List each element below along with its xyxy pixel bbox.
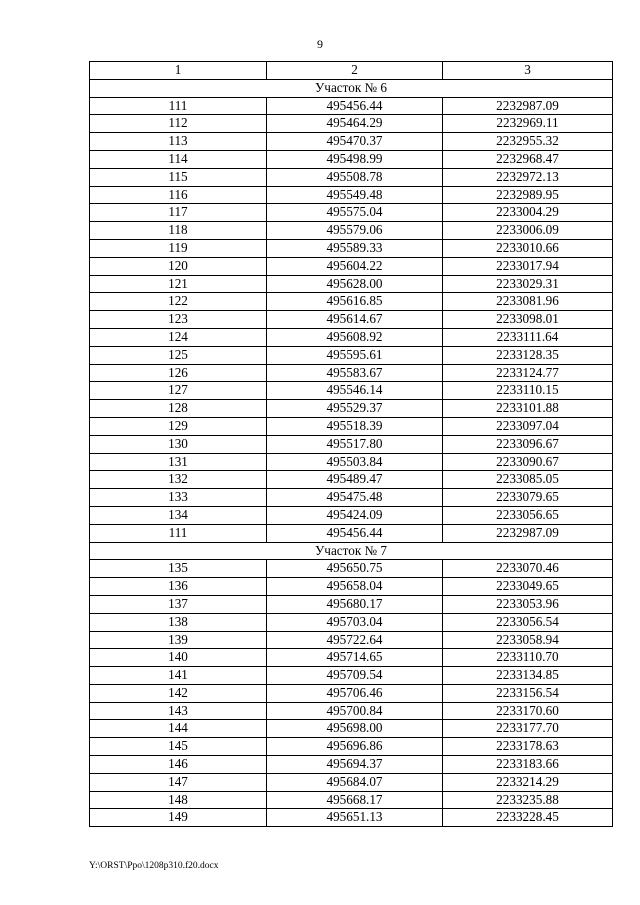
x-coordinate-cell: 495703.04 [267, 613, 443, 631]
y-coordinate-cell: 2232987.09 [443, 97, 613, 115]
x-coordinate-cell: 495549.48 [267, 186, 443, 204]
y-coordinate-cell: 2233110.70 [443, 649, 613, 667]
x-coordinate-cell: 495650.75 [267, 560, 443, 578]
y-coordinate-cell: 2233228.45 [443, 809, 613, 827]
point-number-cell: 118 [90, 222, 267, 240]
x-coordinate-cell: 495714.65 [267, 649, 443, 667]
table-row [90, 328, 613, 346]
x-coordinate-cell: 495517.80 [267, 435, 443, 453]
x-coordinate-cell: 495628.00 [267, 275, 443, 293]
table-row [90, 791, 613, 809]
y-coordinate-cell: 2232968.47 [443, 150, 613, 168]
x-coordinate-cell: 495616.85 [267, 293, 443, 311]
point-number-cell: 116 [90, 186, 267, 204]
point-number-cell: 127 [90, 382, 267, 400]
y-coordinate-cell: 2233085.05 [443, 471, 613, 489]
table-row [90, 809, 613, 827]
point-number-cell: 115 [90, 168, 267, 186]
x-coordinate-cell: 495658.04 [267, 578, 443, 596]
y-coordinate-cell: 2233070.46 [443, 560, 613, 578]
y-coordinate-cell: 2233081.96 [443, 293, 613, 311]
table-row [90, 150, 613, 168]
point-number-cell: 124 [90, 328, 267, 346]
x-coordinate-cell: 495700.84 [267, 702, 443, 720]
coordinates-table [89, 61, 613, 827]
x-coordinate-cell: 495668.17 [267, 791, 443, 809]
point-number-cell: 146 [90, 756, 267, 774]
table-row [90, 133, 613, 151]
x-coordinate-cell: 495464.29 [267, 115, 443, 133]
point-number-cell: 123 [90, 311, 267, 329]
table-row [90, 239, 613, 257]
y-coordinate-cell: 2233214.29 [443, 773, 613, 791]
point-number-cell: 147 [90, 773, 267, 791]
y-coordinate-cell: 2233004.29 [443, 204, 613, 222]
table-row [90, 115, 613, 133]
point-number-cell: 135 [90, 560, 267, 578]
x-coordinate-cell: 495694.37 [267, 756, 443, 774]
point-number-cell: 119 [90, 239, 267, 257]
table-row [90, 489, 613, 507]
table-row [90, 631, 613, 649]
point-number-cell: 144 [90, 720, 267, 738]
y-coordinate-cell: 2233110.15 [443, 382, 613, 400]
table-row [90, 346, 613, 364]
y-coordinate-cell: 2233079.65 [443, 489, 613, 507]
table-row [90, 293, 613, 311]
y-coordinate-cell: 2233053.96 [443, 595, 613, 613]
y-coordinate-cell: 2233056.54 [443, 613, 613, 631]
y-coordinate-cell: 2233006.09 [443, 222, 613, 240]
table-row [90, 506, 613, 524]
point-number-cell: 122 [90, 293, 267, 311]
y-coordinate-cell: 2233156.54 [443, 684, 613, 702]
table-row [90, 471, 613, 489]
table-row [90, 720, 613, 738]
point-number-cell: 141 [90, 667, 267, 685]
table-row [90, 364, 613, 382]
x-coordinate-cell: 495589.33 [267, 239, 443, 257]
x-coordinate-cell: 495706.46 [267, 684, 443, 702]
point-number-cell: 121 [90, 275, 267, 293]
x-coordinate-cell: 495614.67 [267, 311, 443, 329]
column-header: 2 [267, 62, 443, 80]
point-number-cell: 143 [90, 702, 267, 720]
table-row [90, 435, 613, 453]
point-number-cell: 140 [90, 649, 267, 667]
point-number-cell: 139 [90, 631, 267, 649]
point-number-cell: 145 [90, 738, 267, 756]
y-coordinate-cell: 2232989.95 [443, 186, 613, 204]
x-coordinate-cell: 495684.07 [267, 773, 443, 791]
table-row [90, 257, 613, 275]
y-coordinate-cell: 2233177.70 [443, 720, 613, 738]
y-coordinate-cell: 2233029.31 [443, 275, 613, 293]
y-coordinate-cell: 2233235.88 [443, 791, 613, 809]
x-coordinate-cell: 495579.06 [267, 222, 443, 240]
y-coordinate-cell: 2233178.63 [443, 738, 613, 756]
table-row [90, 649, 613, 667]
y-coordinate-cell: 2233183.66 [443, 756, 613, 774]
y-coordinate-cell: 2233096.67 [443, 435, 613, 453]
x-coordinate-cell: 495698.00 [267, 720, 443, 738]
point-number-cell: 125 [90, 346, 267, 364]
y-coordinate-cell: 2233097.04 [443, 417, 613, 435]
x-coordinate-cell: 495424.09 [267, 506, 443, 524]
column-header: 3 [443, 62, 613, 80]
x-coordinate-cell: 495722.64 [267, 631, 443, 649]
section-title-row [90, 542, 613, 560]
point-number-cell: 117 [90, 204, 267, 222]
section-title: Участок № 6 [90, 79, 613, 97]
y-coordinate-cell: 2233056.65 [443, 506, 613, 524]
table-row [90, 186, 613, 204]
x-coordinate-cell: 495456.44 [267, 524, 443, 542]
x-coordinate-cell: 495680.17 [267, 595, 443, 613]
table-row [90, 275, 613, 293]
x-coordinate-cell: 495456.44 [267, 97, 443, 115]
point-number-cell: 129 [90, 417, 267, 435]
point-number-cell: 126 [90, 364, 267, 382]
table-row [90, 595, 613, 613]
table-row [90, 773, 613, 791]
table-row [90, 453, 613, 471]
x-coordinate-cell: 495575.04 [267, 204, 443, 222]
y-coordinate-cell: 2232972.13 [443, 168, 613, 186]
point-number-cell: 136 [90, 578, 267, 596]
x-coordinate-cell: 495651.13 [267, 809, 443, 827]
point-number-cell: 149 [90, 809, 267, 827]
table-row [90, 578, 613, 596]
table-row [90, 204, 613, 222]
y-coordinate-cell: 2233134.85 [443, 667, 613, 685]
y-coordinate-cell: 2233111.64 [443, 328, 613, 346]
y-coordinate-cell: 2233017.94 [443, 257, 613, 275]
point-number-cell: 138 [90, 613, 267, 631]
y-coordinate-cell: 2233124.77 [443, 364, 613, 382]
section-title: Участок № 7 [90, 542, 613, 560]
y-coordinate-cell: 2233098.01 [443, 311, 613, 329]
x-coordinate-cell: 495489.47 [267, 471, 443, 489]
point-number-cell: 137 [90, 595, 267, 613]
point-number-cell: 111 [90, 524, 267, 542]
table-row [90, 168, 613, 186]
x-coordinate-cell: 495546.14 [267, 382, 443, 400]
x-coordinate-cell: 495518.39 [267, 417, 443, 435]
point-number-cell: 111 [90, 97, 267, 115]
table-row [90, 560, 613, 578]
point-number-cell: 134 [90, 506, 267, 524]
table-row [90, 311, 613, 329]
y-coordinate-cell: 2233058.94 [443, 631, 613, 649]
x-coordinate-cell: 495498.99 [267, 150, 443, 168]
x-coordinate-cell: 495583.67 [267, 364, 443, 382]
x-coordinate-cell: 495529.37 [267, 400, 443, 418]
y-coordinate-cell: 2233049.65 [443, 578, 613, 596]
point-number-cell: 148 [90, 791, 267, 809]
table-row [90, 738, 613, 756]
point-number-cell: 133 [90, 489, 267, 507]
point-number-cell: 142 [90, 684, 267, 702]
x-coordinate-cell: 495503.84 [267, 453, 443, 471]
table-row [90, 97, 613, 115]
point-number-cell: 128 [90, 400, 267, 418]
point-number-cell: 120 [90, 257, 267, 275]
point-number-cell: 130 [90, 435, 267, 453]
table-row [90, 382, 613, 400]
y-coordinate-cell: 2232955.32 [443, 133, 613, 151]
y-coordinate-cell: 2232969.11 [443, 115, 613, 133]
y-coordinate-cell: 2232987.09 [443, 524, 613, 542]
table-row [90, 417, 613, 435]
section-title-row [90, 79, 613, 97]
x-coordinate-cell: 495595.61 [267, 346, 443, 364]
table-row [90, 684, 613, 702]
table-row [90, 613, 613, 631]
x-coordinate-cell: 495604.22 [267, 257, 443, 275]
point-number-cell: 113 [90, 133, 267, 151]
x-coordinate-cell: 495608.92 [267, 328, 443, 346]
table-row [90, 400, 613, 418]
column-header: 1 [90, 62, 267, 80]
page-number: 9 [317, 37, 323, 51]
point-number-cell: 131 [90, 453, 267, 471]
table-header-row [90, 62, 613, 80]
point-number-cell: 132 [90, 471, 267, 489]
x-coordinate-cell: 495709.54 [267, 667, 443, 685]
point-number-cell: 112 [90, 115, 267, 133]
x-coordinate-cell: 495475.48 [267, 489, 443, 507]
table-row [90, 702, 613, 720]
x-coordinate-cell: 495470.37 [267, 133, 443, 151]
x-coordinate-cell: 495508.78 [267, 168, 443, 186]
table-row [90, 667, 613, 685]
y-coordinate-cell: 2233128.35 [443, 346, 613, 364]
x-coordinate-cell: 495696.86 [267, 738, 443, 756]
y-coordinate-cell: 2233010.66 [443, 239, 613, 257]
y-coordinate-cell: 2233090.67 [443, 453, 613, 471]
file-path-footer: Y:\ORST\Ppo\1208p310.f20.docx [89, 861, 219, 871]
point-number-cell: 114 [90, 150, 267, 168]
table-row [90, 222, 613, 240]
y-coordinate-cell: 2233101.88 [443, 400, 613, 418]
table-row [90, 524, 613, 542]
y-coordinate-cell: 2233170.60 [443, 702, 613, 720]
table-row [90, 756, 613, 774]
